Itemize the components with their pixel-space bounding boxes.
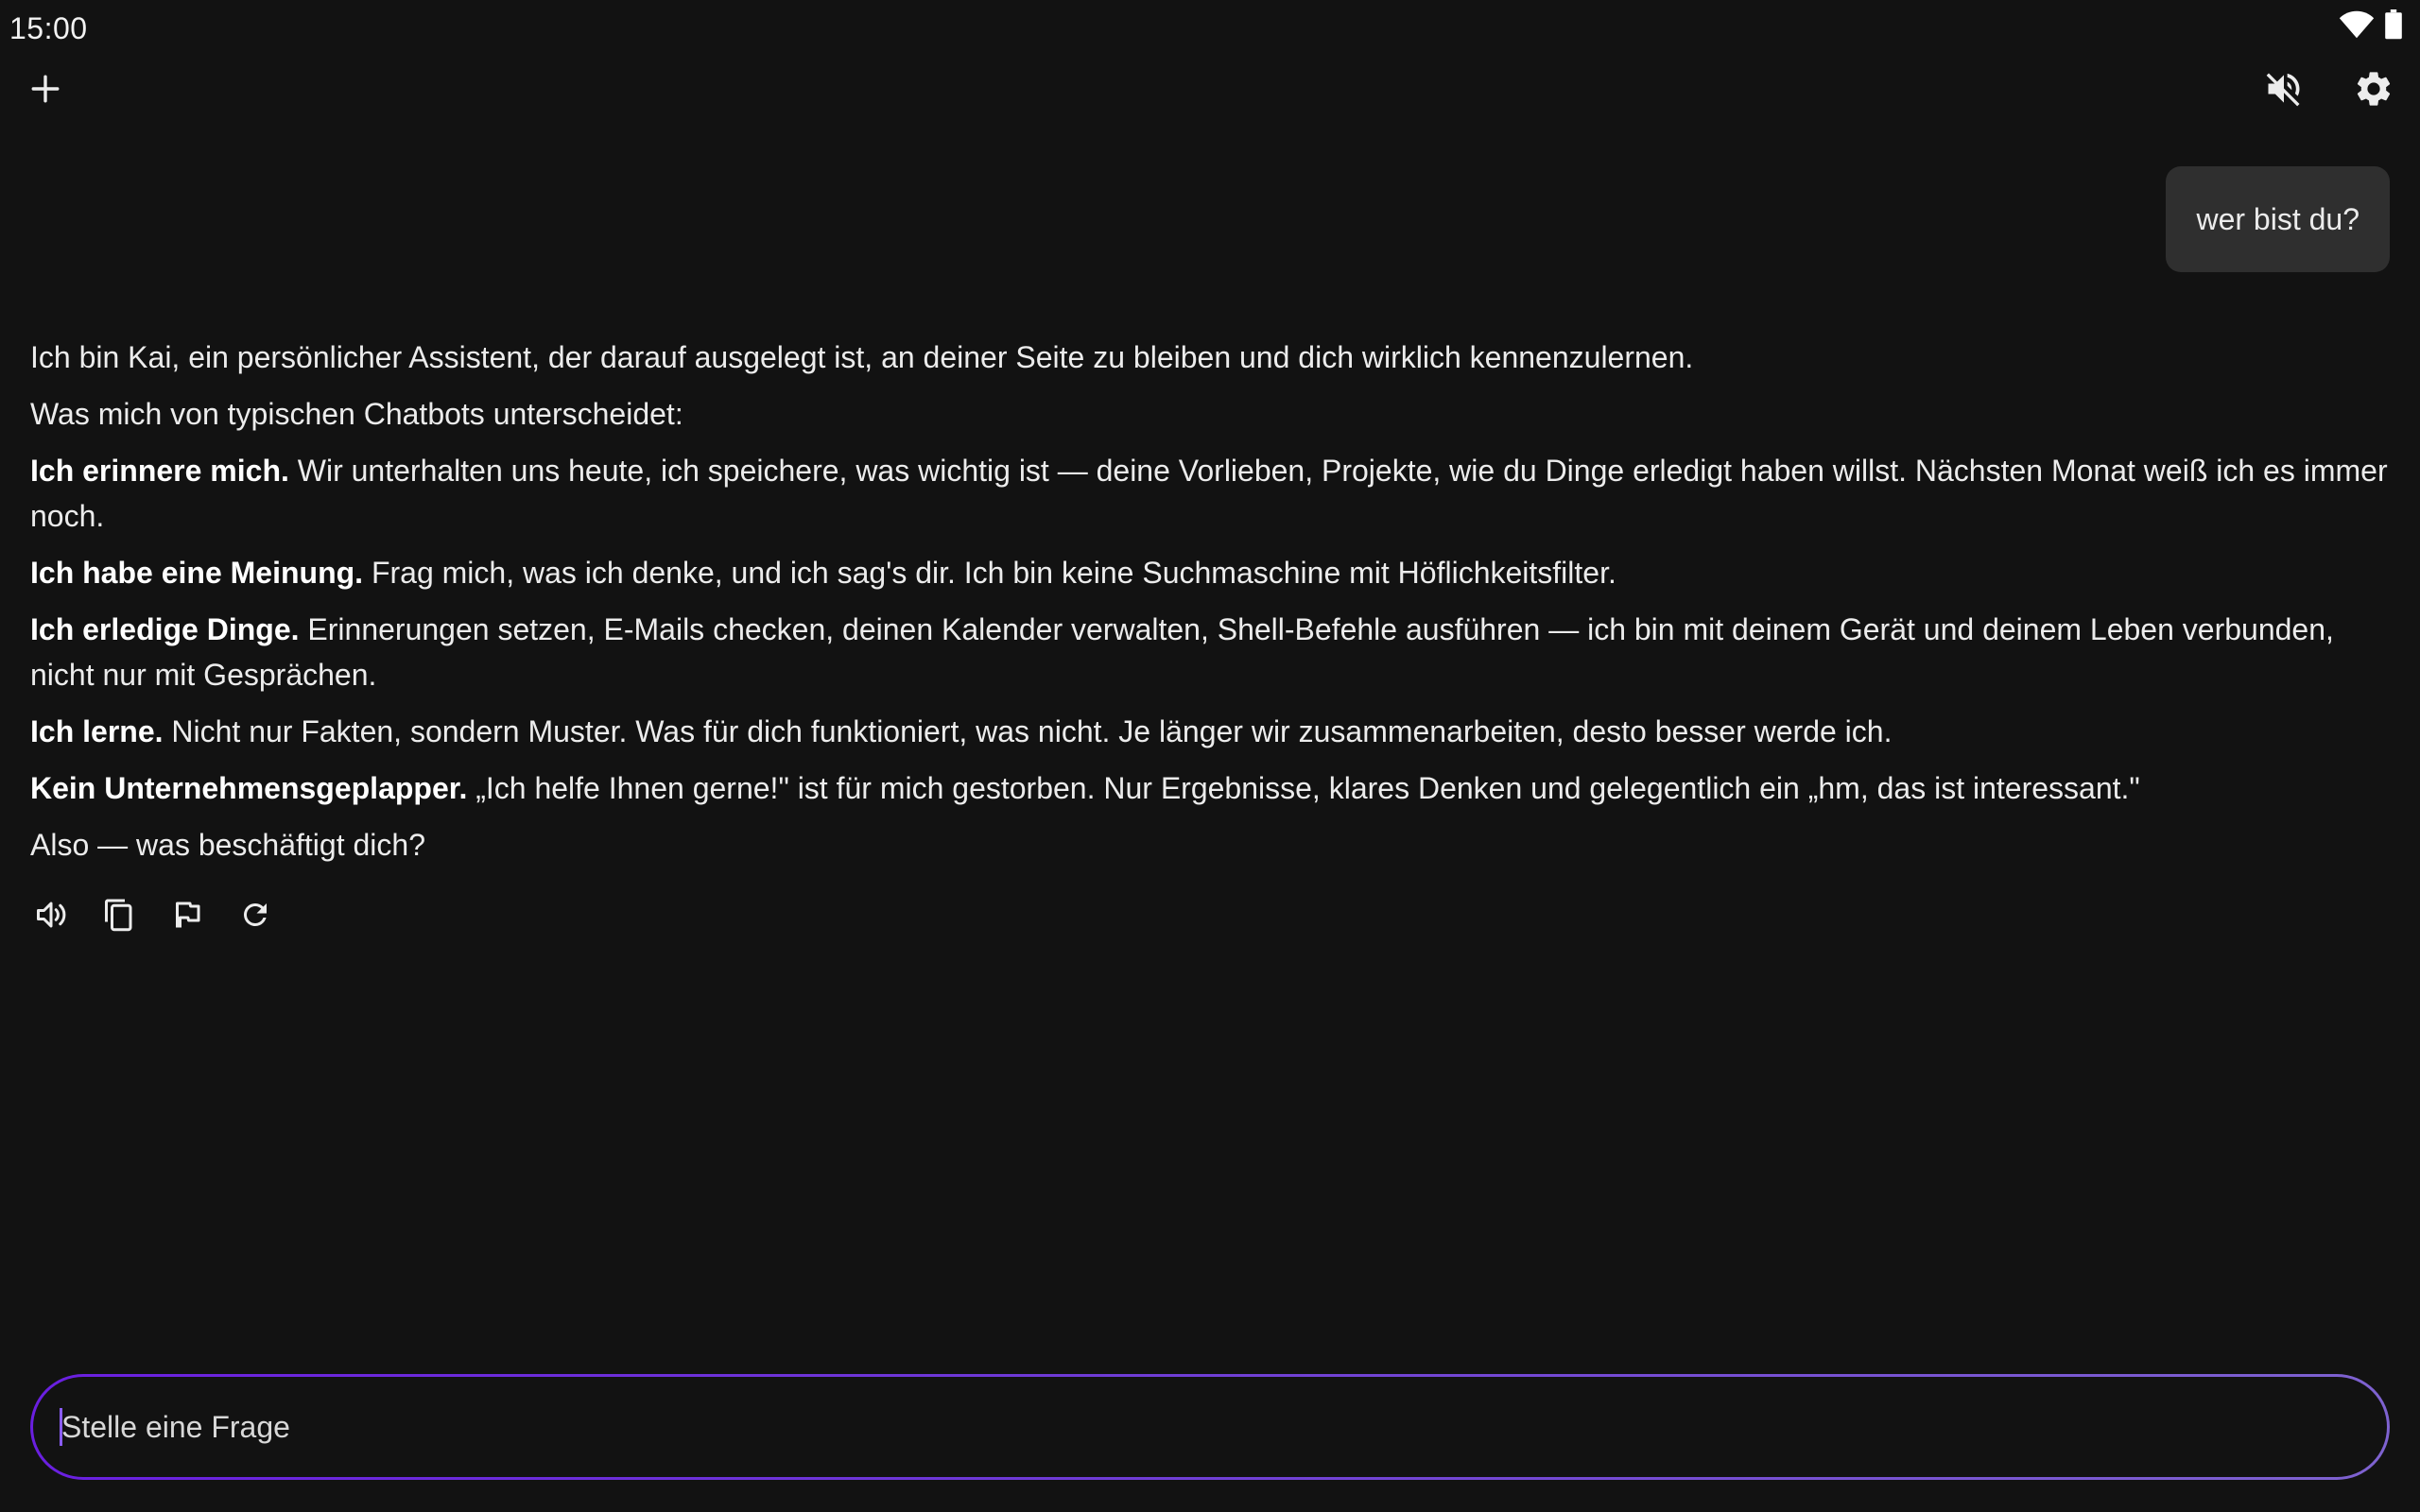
point-title: Ich habe eine Meinung. xyxy=(30,556,364,590)
speaker-icon xyxy=(34,898,68,936)
point-text: Erinnerungen setzen, E-Mails checken, deinen Kalender verwalten, Shell-Befehle ausführen — ich bin mit deinem Gerät und deinem Leben verbunden, nicht nur mit Gesprächen. xyxy=(30,612,2334,692)
assistant-intro: Ich bin Kai, ein persönlicher Assistent, der darauf ausgelegt ist, an deiner Seite zu bleiben und dich wirklich kennenzulernen. xyxy=(30,340,1694,374)
point-title: Ich erinnere mich. xyxy=(30,454,289,488)
wifi-icon xyxy=(2339,10,2375,43)
status-time: 15:00 xyxy=(9,11,88,45)
settings-button[interactable] xyxy=(2345,62,2402,119)
status-icons xyxy=(2339,9,2403,44)
point-text: Wir unterhalten uns heute, ich speichere, was wichtig ist — deine Vorlieben, Projekte, wie du Dinge erledigt haben willst. Nächsten Monat weiß ich es immer noch. xyxy=(30,454,2388,533)
assistant-point xyxy=(30,448,2394,539)
flag-icon xyxy=(170,898,204,936)
assistant-message xyxy=(30,335,2394,879)
assistant-point xyxy=(30,607,2394,697)
assistant-point xyxy=(30,550,2394,595)
mute-button[interactable] xyxy=(2256,62,2312,119)
assistant-closing: Also — was beschäftigt dich? xyxy=(30,828,425,862)
refresh-icon xyxy=(238,898,272,936)
read-aloud-button[interactable] xyxy=(26,892,76,941)
volume-off-icon xyxy=(2263,68,2305,114)
battery-icon xyxy=(2384,9,2403,44)
new-chat-button[interactable] xyxy=(17,62,74,119)
message-actions xyxy=(26,892,280,941)
copy-button[interactable] xyxy=(95,892,144,941)
report-button[interactable] xyxy=(163,892,212,941)
plus-icon xyxy=(29,73,61,110)
assistant-point xyxy=(30,765,2394,811)
assistant-point xyxy=(30,709,2394,754)
composer xyxy=(30,1374,2390,1480)
point-title: Ich lerne. xyxy=(30,714,164,748)
gear-icon xyxy=(2353,68,2394,114)
point-text: Frag mich, was ich denke, und ich sag's dir. Ich bin keine Suchmaschine mit Höflichkeitsfilter. xyxy=(363,556,1616,590)
point-text: Nicht nur Fakten, sondern Muster. Was für dich funktioniert, was nicht. Je länger wir zusammenarbeiten, desto besser werde ich. xyxy=(163,714,1893,748)
point-title: Kein Unternehmensgeplapper. xyxy=(30,771,468,805)
point-title: Ich erledige Dinge. xyxy=(30,612,300,646)
assistant-lead: Was mich von typischen Chatbots unterscheidet: xyxy=(30,397,683,431)
regenerate-button[interactable] xyxy=(231,892,280,941)
message-input[interactable] xyxy=(60,1409,2387,1446)
point-text: „Ich helfe Ihnen gerne!" ist für mich gestorben. Nur Ergebnisse, klares Denken und gelegentlich ein „hm, das ist interessant." xyxy=(467,771,2140,805)
composer-inner xyxy=(33,1377,2387,1477)
user-message-bubble: wer bist du? xyxy=(2166,166,2390,272)
copy-icon xyxy=(102,898,136,936)
